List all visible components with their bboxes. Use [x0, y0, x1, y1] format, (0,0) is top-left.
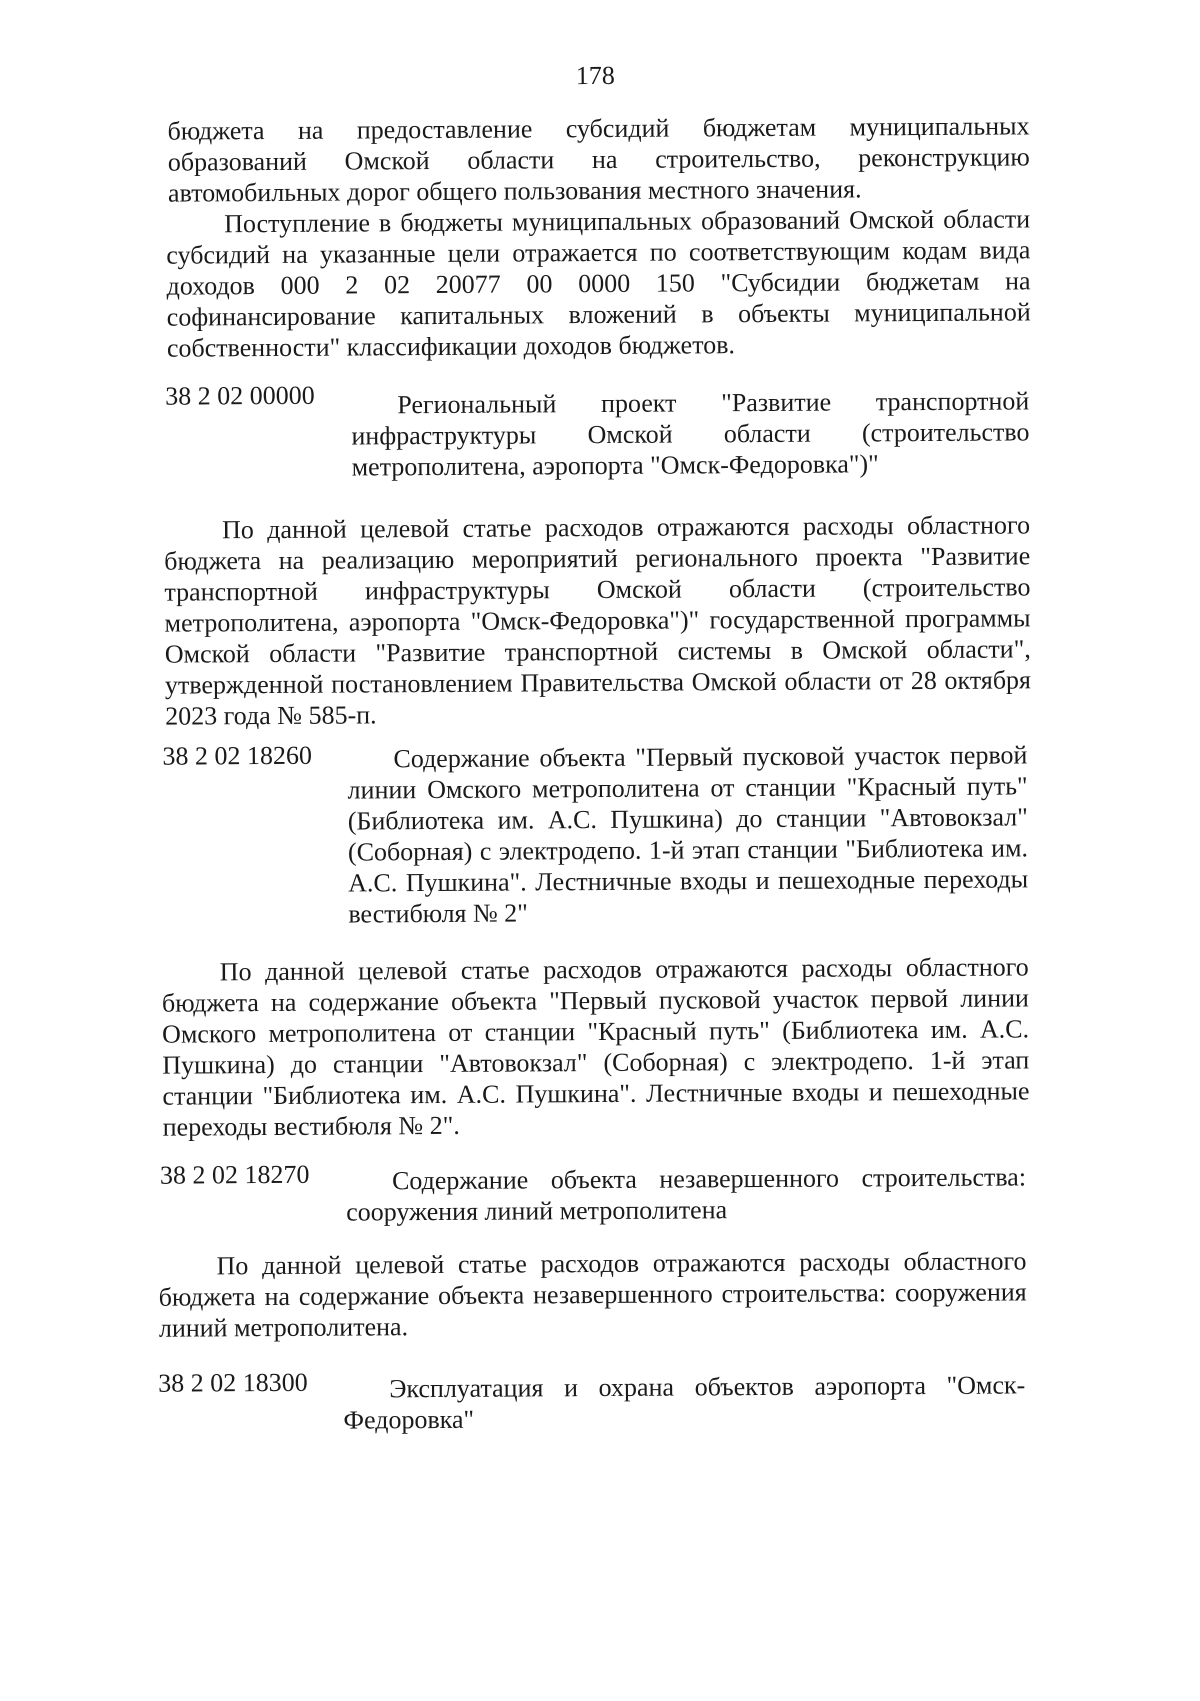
- budget-entry-title-2: Содержание объекта "Первый пусковой участок первой линии Омского метрополитена от станции "Красный путь" (Библиотека им. А.С. Пушкина) до станции "Автовокзал" (Соборная) с электродепо. 1-й этап станции "Библиотека им. А.С. Пушкина". Лестничные входы и пешеходные переходы вестибюля № 2": [347, 740, 1029, 929]
- budget-entry-title-1: Региональный проект "Развитие транспортной инфраструктуры Омской области (строительство метрополитена, аэропорта "Омск-Федоровка")": [351, 386, 1030, 482]
- budget-entry-title-4: Эксплуатация и охрана объектов аэропорта "Омск-Федоровка": [343, 1370, 1026, 1435]
- paragraph-regional-project: По данной целевой статье расходов отражаются расходы областного бюджета на реализацию мероприятий регионального проекта "Развитие транспортной инфраструктуры Омской области (строительство метрополитена, аэропорта "Омск-Федоровка")" государственной программы Омской области "Развитие транспортной системы в Омской области", утвержденной постановлением Правительства Омской области от 28 октября 2023 года № 585-п.: [164, 510, 1032, 731]
- page-number: 178: [575, 60, 615, 91]
- budget-code-entry-4: 38 2 02 18300: [158, 1367, 308, 1398]
- budget-code-entry-3: 38 2 02 18270: [159, 1159, 310, 1190]
- paragraph-budget-subsidies: бюджета на предоставление субсидий бюджетам муниципальных образований Омской области на строительство, реконструкцию автомобильных дорог общего пользования местного значения.: [167, 111, 1030, 208]
- paragraph-metro-maintenance: По данной целевой статье расходов отражаются расходы областного бюджета на содержание объекта "Первый пусковой участок первой линии Омского метрополитена от станции "Красный путь" (Библиотека им. А.С. Пушкина) до станции "Автовокзал" (Соборная) с электродепо. 1-й этап станции "Библиотека им. А.С. Пушкина". Лестничные входы и пешеходные переходы вестибюля № 2".: [161, 952, 1030, 1142]
- paragraph-unfinished-construction: По данной целевой статье расходов отражаются расходы областного бюджета на содержание объекта незавершенного строительства: сооружения линий метрополитена.: [158, 1246, 1027, 1343]
- budget-code-entry-1: 38 2 02 00000: [165, 380, 315, 411]
- paragraph-revenue-codes: Поступление в бюджеты муниципальных образований Омской области субсидий на указанные цели отражается по соответствующим кодам вида доходов 000 2 02 20077 00 0000 150 "Субсидии бюджетам на софинансирование капитальных вложений в объекты муниципальной собственности" классификации доходов бюджетов.: [166, 204, 1031, 363]
- budget-entry-title-3: Содержание объекта незавершенного строительства: сооружения линий метрополитена: [346, 1162, 1027, 1227]
- budget-code-entry-2: 38 2 02 18260: [162, 740, 313, 771]
